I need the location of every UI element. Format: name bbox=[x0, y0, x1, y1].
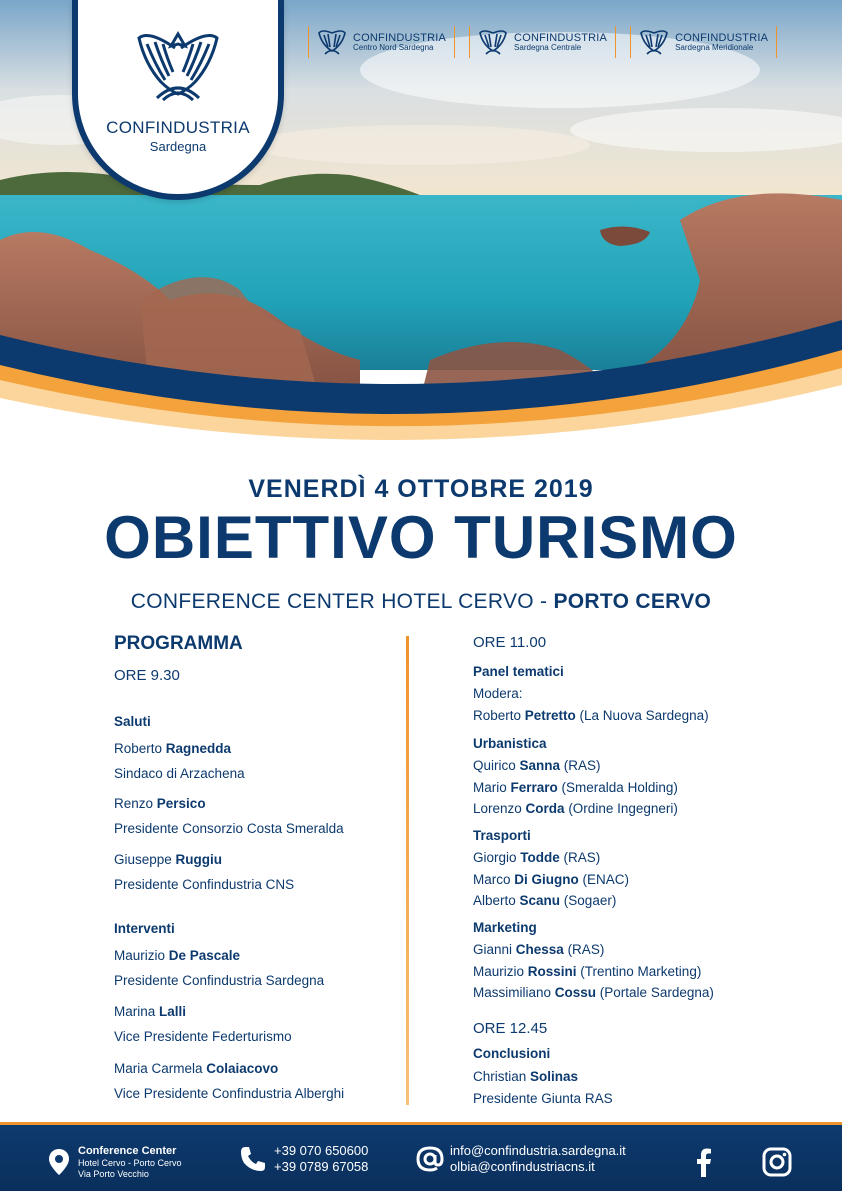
speaker-name: Marina Lalli bbox=[114, 1004, 187, 1019]
at-sign-icon bbox=[416, 1145, 444, 1173]
footer-venue-title: Conference Center bbox=[78, 1145, 177, 1157]
venue-place: PORTO CERVO bbox=[553, 590, 712, 613]
speaker-role: Vice Presidente Federturismo bbox=[114, 1029, 292, 1044]
email-contacts bbox=[416, 1143, 626, 1174]
column-divider bbox=[406, 636, 409, 1105]
section-heading-trasporti: Trasporti bbox=[473, 828, 531, 843]
section-heading-interventi: Interventi bbox=[114, 921, 175, 936]
facebook-icon[interactable] bbox=[694, 1147, 712, 1177]
instagram-link[interactable] bbox=[762, 1147, 792, 1177]
partner-name: CONFINDUSTRIA bbox=[675, 31, 769, 44]
partner-logo bbox=[469, 26, 616, 58]
section-heading-conclusioni: Conclusioni bbox=[473, 1046, 551, 1061]
time-slot: ORE 12.45 bbox=[473, 1020, 548, 1037]
moderator-name: Roberto Petretto (La Nuova Sardegna) bbox=[473, 708, 709, 723]
moderator-label: Modera: bbox=[473, 686, 523, 701]
event-title: OBIETTIVO TURISMO bbox=[104, 504, 738, 571]
hero-banner bbox=[0, 0, 842, 470]
phone-icon bbox=[238, 1144, 268, 1174]
speaker-name: Maria Carmela Colaiacovo bbox=[114, 1061, 279, 1076]
footer-venue-line: Via Porto Vecchio bbox=[78, 1168, 149, 1179]
partner-region: Sardegna Meridionale bbox=[675, 42, 754, 52]
facebook-link[interactable] bbox=[694, 1147, 712, 1177]
instagram-icon[interactable] bbox=[762, 1147, 792, 1177]
section-heading-saluti: Saluti bbox=[114, 714, 151, 729]
panelist: Alberto Scanu (Sogaer) bbox=[473, 893, 617, 908]
phone-number[interactable]: +39 070 650600 bbox=[274, 1143, 369, 1158]
speaker-name: Giuseppe Ruggiu bbox=[114, 852, 223, 867]
partner-logo bbox=[630, 26, 777, 58]
email-address[interactable]: info@confindustria.sardegna.it bbox=[450, 1143, 626, 1158]
speaker-name: Maurizio De Pascale bbox=[114, 948, 241, 963]
phone-number[interactable]: +39 0789 67058 bbox=[274, 1158, 369, 1174]
speaker-role: Sindaco di Arzachena bbox=[114, 766, 245, 781]
email-address[interactable]: olbia@confindustriacns.it bbox=[450, 1158, 595, 1174]
panelist: Mario Ferraro (Smeralda Holding) bbox=[473, 780, 678, 795]
venue-name: CONFERENCE CENTER HOTEL CERVO - bbox=[130, 590, 554, 613]
panelist: Quirico Sanna (RAS) bbox=[473, 758, 601, 773]
partner-region: Centro Nord Sardegna bbox=[353, 42, 434, 52]
time-slot: ORE 9.30 bbox=[114, 667, 180, 684]
panelist: Maurizio Rossini (Trentino Marketing) bbox=[473, 964, 702, 979]
partner-region: Sardegna Centrale bbox=[514, 42, 582, 52]
panelist: Giorgio Todde (RAS) bbox=[473, 850, 601, 865]
location-pin-icon bbox=[48, 1148, 70, 1176]
speaker-name: Christian Solinas bbox=[473, 1069, 579, 1084]
eagle-logo-icon bbox=[639, 29, 669, 55]
section-heading-panel: Panel tematici bbox=[473, 664, 564, 679]
partner-name: CONFINDUSTRIA bbox=[514, 31, 608, 44]
contact-footer bbox=[0, 1122, 842, 1191]
speaker-role: Vice Presidente Confindustria Alberghi bbox=[114, 1086, 345, 1101]
eagle-logo-icon bbox=[478, 29, 508, 55]
phone-contacts bbox=[238, 1143, 368, 1174]
speaker-role: Presidente Confindustria CNS bbox=[114, 877, 295, 892]
partner-logos bbox=[308, 26, 791, 58]
speaker-name: Roberto Ragnedda bbox=[114, 741, 232, 756]
event-date: VENERDÌ 4 OTTOBRE 2019 bbox=[248, 475, 594, 503]
logo-region: Sardegna bbox=[149, 139, 207, 154]
speaker-role: Presidente Confindustria Sardegna bbox=[114, 973, 325, 988]
partner-name: CONFINDUSTRIA bbox=[353, 31, 447, 44]
venue-address bbox=[48, 1145, 182, 1180]
section-heading-urbanistica: Urbanistica bbox=[473, 736, 547, 751]
speaker-name: Renzo Persico bbox=[114, 796, 206, 811]
eagle-logo-icon bbox=[135, 24, 221, 104]
event-venue bbox=[0, 590, 842, 614]
programme-heading: PROGRAMMA bbox=[114, 633, 243, 654]
panelist: Lorenzo Corda (Ordine Ingegneri) bbox=[473, 801, 678, 816]
section-heading-marketing: Marketing bbox=[473, 920, 537, 935]
footer-venue-line: Hotel Cervo - Porto Cervo bbox=[78, 1158, 182, 1169]
speaker-role: Presidente Consorzio Costa Smeralda bbox=[114, 821, 344, 836]
panelist: Gianni Chessa (RAS) bbox=[473, 942, 605, 957]
partner-logo bbox=[308, 26, 455, 58]
eagle-logo-icon bbox=[317, 29, 347, 55]
speaker-role: Presidente Giunta RAS bbox=[473, 1091, 613, 1106]
time-slot: ORE 11.00 bbox=[473, 634, 547, 651]
panelist: Massimiliano Cossu (Portale Sardegna) bbox=[473, 985, 714, 1000]
panelist: Marco Di Giugno (ENAC) bbox=[473, 872, 630, 887]
logo-name: CONFINDUSTRIA bbox=[106, 118, 250, 137]
